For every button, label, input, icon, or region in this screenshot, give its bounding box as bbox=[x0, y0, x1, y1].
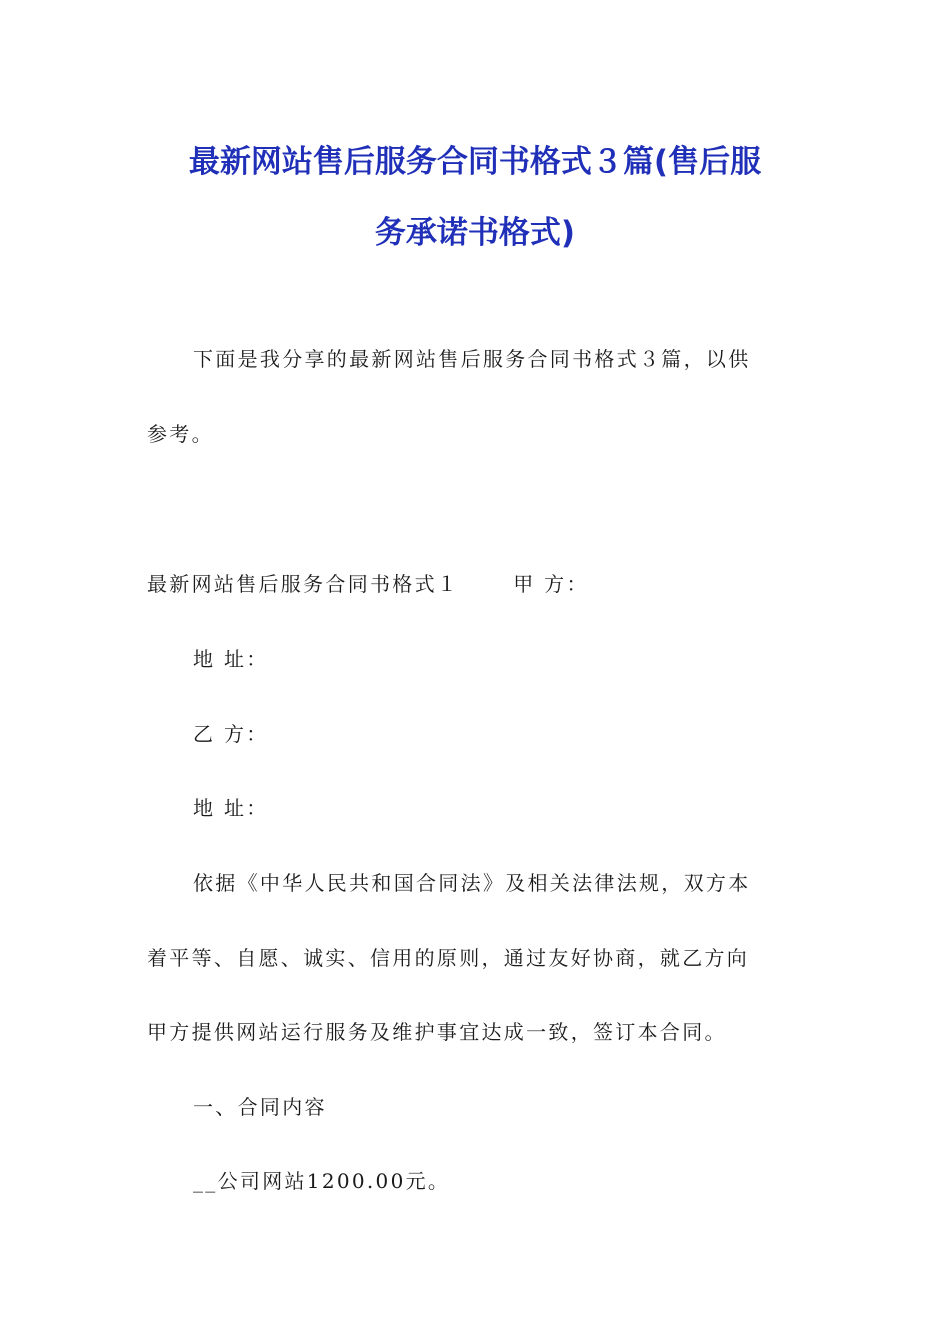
document-title-line-2: 务承诺书格式) bbox=[374, 215, 576, 251]
address-b-label: 地 址： bbox=[193, 796, 269, 820]
intro-line-2: 参考。 bbox=[147, 422, 214, 446]
clause-1-item: __公司网站1200.00元。 bbox=[193, 1169, 451, 1193]
section-heading: 最新网站售后服务合同书格式１ bbox=[147, 572, 460, 596]
address-a-label: 地 址： bbox=[193, 647, 269, 671]
intro-line-1: 下面是我分享的最新网站售后服务合同书格式３篇，以供 bbox=[193, 347, 751, 371]
paragraph-line-2: 着平等、自愿、诚实、信用的原则，通过友好协商，就乙方向 bbox=[147, 946, 750, 970]
clause-1-heading: 一、合同内容 bbox=[193, 1095, 327, 1119]
section-heading-row bbox=[147, 571, 807, 597]
party-b-label: 乙 方： bbox=[193, 722, 269, 746]
document-title-line-1: 最新网站售后服务合同书格式３篇(售后服 bbox=[188, 144, 762, 180]
party-a-label: 甲 方： bbox=[513, 572, 589, 596]
paragraph-line-1: 依据《中华人民共和国合同法》及相关法律法规，双方本 bbox=[193, 871, 751, 895]
paragraph-line-3: 甲方提供网站运行服务及维护事宜达成一致，签订本合同。 bbox=[147, 1020, 727, 1044]
